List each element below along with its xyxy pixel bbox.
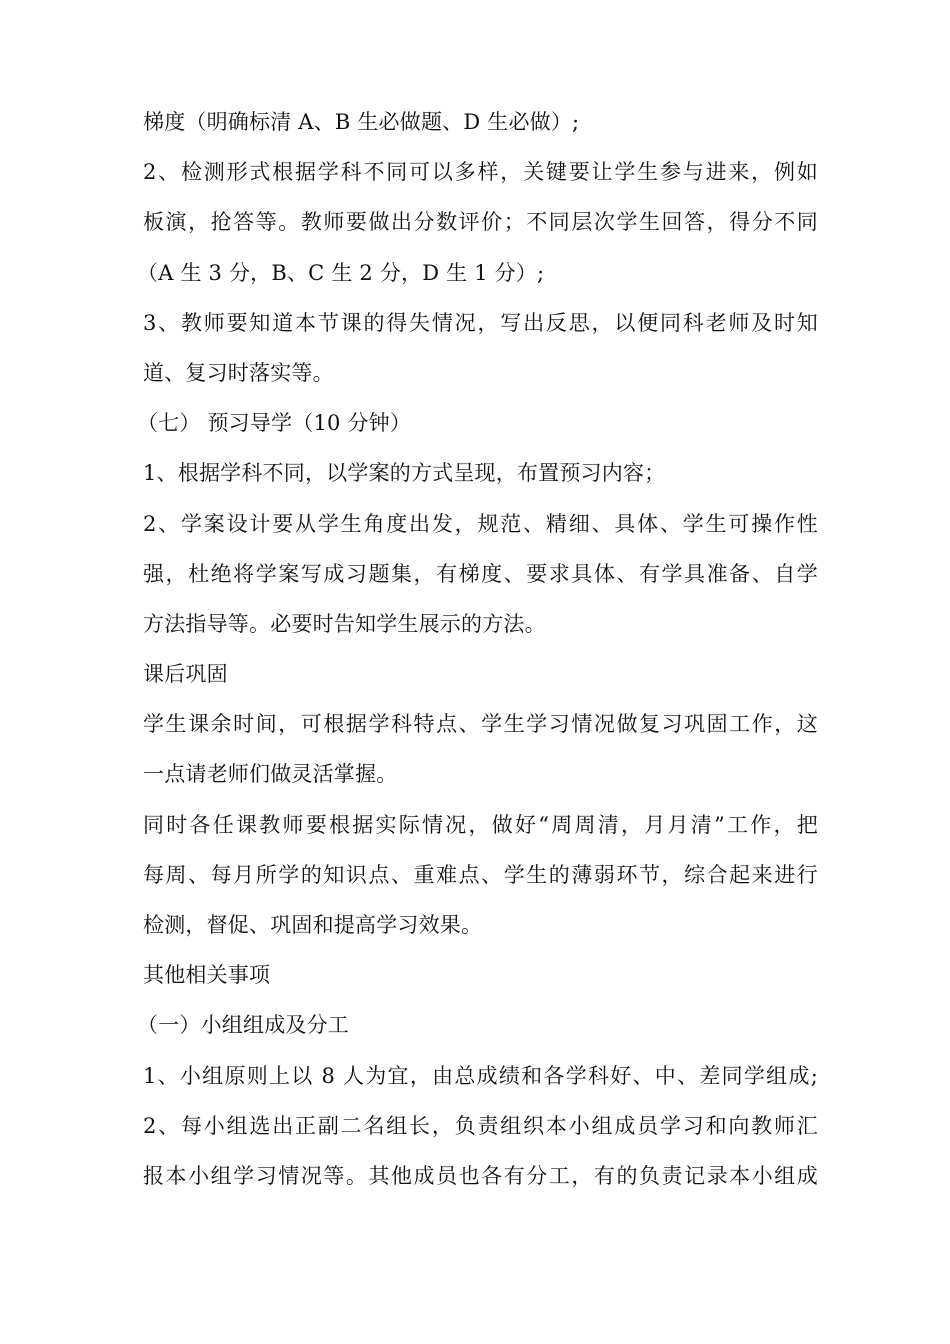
text-line: 1、根据学科不同，以学案的方式呈现，布置预习内容； <box>143 461 666 486</box>
text-line: 一点请老师们做灵活掌握。 <box>143 762 398 787</box>
text-line: 2、学案设计要从学生角度出发，规范、精细、具体、学生可操作性 <box>143 511 818 536</box>
text-line: （A 生 3 分，B、C 生 2 分，D 生 1 分）; <box>137 260 545 285</box>
section-heading: 其他相关事项 <box>143 963 271 988</box>
text-line: 每周、每月所学的知识点、重难点、学生的薄弱环节，综合起来进行 <box>143 862 818 887</box>
text-line: 同时各任课教师要根据实际情况，做好“周周清，月月清”工作，把 <box>143 812 818 837</box>
text-line: 检测，督促、巩固和提高学习效果。 <box>143 913 483 937</box>
text-line: 梯度（明确标清 A、B 生必做题、D 生必做）; <box>143 110 580 134</box>
section-heading: （一）小组组成及分工 <box>137 1013 349 1038</box>
text-line: 强，杜绝将学案写成习题集，有梯度、要求具体、有学具准备、自学 <box>143 561 818 586</box>
text-line: 方法指导等。必要时告知学生展示的方法。 <box>143 611 546 636</box>
text-line: 2、检测形式根据学科不同可以多样，关键要让学生参与进来，例如 <box>143 160 818 185</box>
section-heading: 课后巩固 <box>143 662 228 687</box>
section-heading: （七） 预习导学（10 分钟） <box>137 411 412 436</box>
document-body <box>137 102 818 1206</box>
text-line: 1、小组原则上以 8 人为宜，由总成绩和各学科好、中、差同学组成; <box>143 1063 818 1088</box>
text-line: 3、教师要知道本节课的得失情况，写出反思，以便同科老师及时知 <box>143 310 818 335</box>
text-line: 2、每小组选出正副二名组长，负责组织本小组成员学习和向教师汇 <box>143 1113 818 1138</box>
text-line: 报本小组学习情况等。其他成员也各有分工，有的负责记录本小组成 <box>143 1163 818 1188</box>
text-line: 学生课余时间，可根据学科特点、学生学习情况做复习巩固工作，这 <box>143 712 818 737</box>
text-line: 板演，抢答等。教师要做出分数评价；不同层次学生回答，得分不同 <box>143 210 818 235</box>
text-line: 道、复习时落实等。 <box>143 360 334 385</box>
